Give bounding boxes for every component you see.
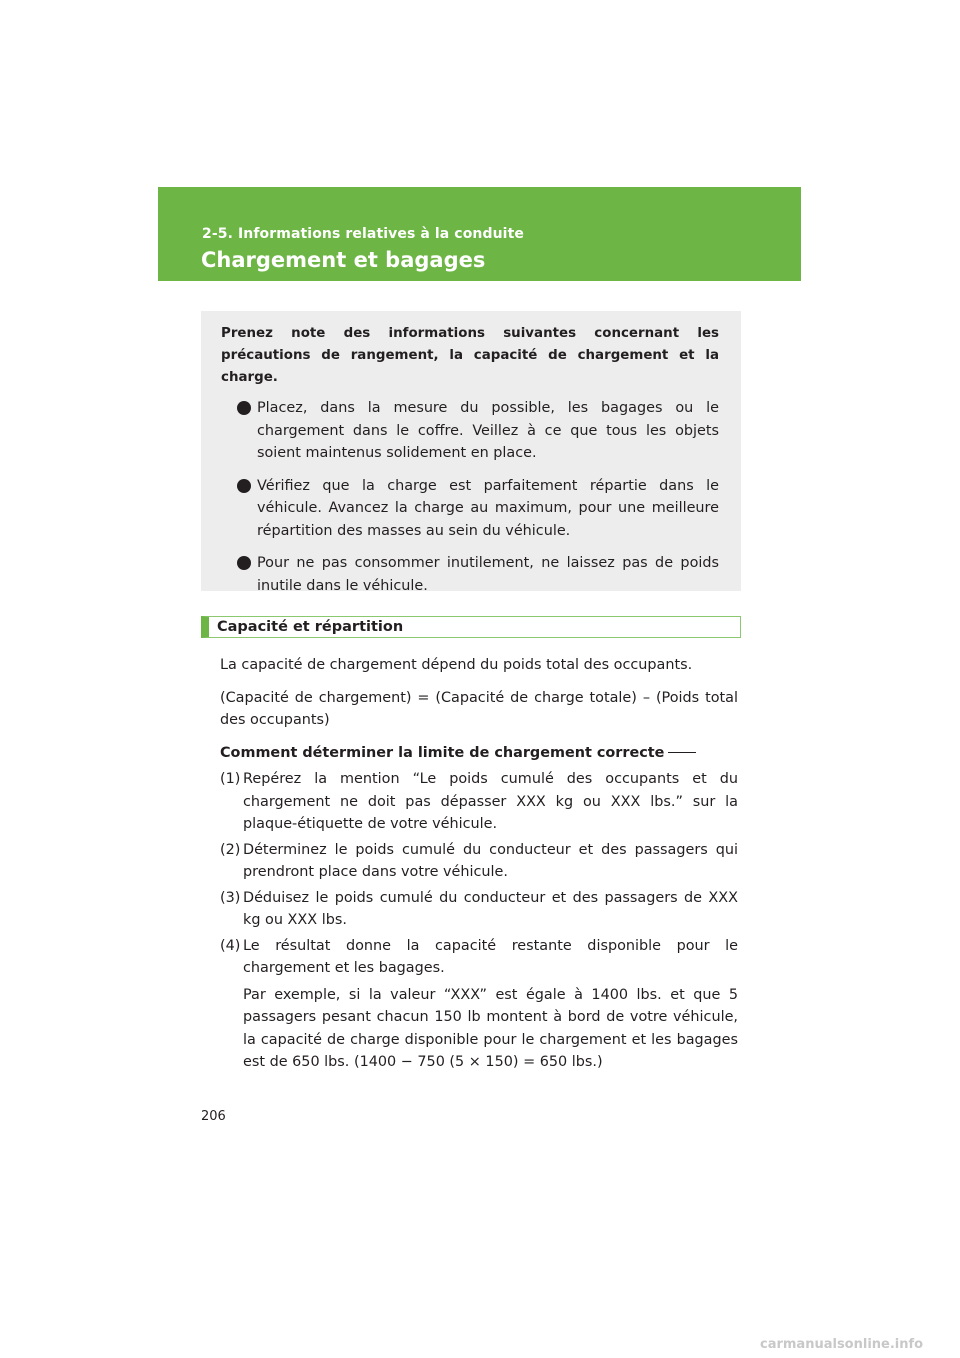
procedure-title [220,742,738,765]
page-title: Chargement et bagages [201,248,486,272]
section-label: 2-5. Informations relatives à la conduite [202,226,524,242]
list-item [221,552,719,597]
bullet-icon [237,556,251,570]
step-number: (1) [220,771,241,787]
step-text: Déterminez le poids cumulé du conducteur et des passagers qui prendront place dans votre véhicule. [243,841,738,880]
step-item [220,935,738,980]
step-item [220,887,738,932]
list-item [221,475,719,543]
paragraph-capacity: La capacité de chargement dépend du poids total des occupants. [220,657,693,673]
bullet-text: Placez, dans la mesure du possible, les bagages ou le chargement dans le coffre. Veillez à ce que tous les objets soient maintenus solidement en place. [257,400,719,461]
step-number: (4) [220,937,241,954]
section-body [220,654,738,1088]
step-item [220,768,738,836]
bullet-text: Vérifiez que la charge est parfaitement répartie dans le véhicule. Avancez la charge au maximum, pour une meilleure répartition des masses au sein du véhicule. [257,477,719,539]
paragraph-formula: (Capacité de chargement) = (Capacité de charge totale) – (Poids total des occupants) [220,689,738,728]
bullet-icon [237,479,251,493]
step-item [220,839,738,884]
bullet-text: Pour ne pas consommer inutilement, ne laissez pas de poids inutile dans le véhicule. [257,555,719,594]
intro-text: Prenez note des informations suivantes concernant les précautions de rangement, la capacité de chargement et la charge. [221,326,719,385]
step-number: (2) [220,841,241,858]
watermark: carmanualsonline.info [760,1337,924,1352]
step-text: Déduisez le poids cumulé du conducteur et des passagers de XXX kg ou XXX lbs. [243,889,738,928]
section-heading: Capacité et répartition [201,616,741,638]
step-number: (3) [220,889,241,906]
intro-box [201,311,741,594]
list-item [221,397,719,465]
header-band [158,187,801,281]
dash-rule [668,752,696,753]
procedure-title-text: Comment déterminer la limite de chargement correcte [220,744,665,761]
bullet-icon [237,401,251,415]
example-paragraph: Par exemple, si la valeur “XXX” est égale à 1400 lbs. et que 5 passagers pesant chacun 150 lb montent à bord de votre véhicule, la capacité de charge disponible pour le chargement et les bagages est de 650 lbs. (1400 − 750 (5 × 150) = 650 lbs.) [243,986,738,1070]
step-text: Repérez la mention “Le poids cumulé des occupants et du chargement ne doit pas dépasser XXX kg ou XXX lbs.” sur la plaque-étiquette de votre véhicule. [243,771,738,832]
step-text: Le résultat donne la capacité restante disponible pour le chargement et les bagages. [243,937,738,976]
page-number: 206 [201,1109,226,1124]
